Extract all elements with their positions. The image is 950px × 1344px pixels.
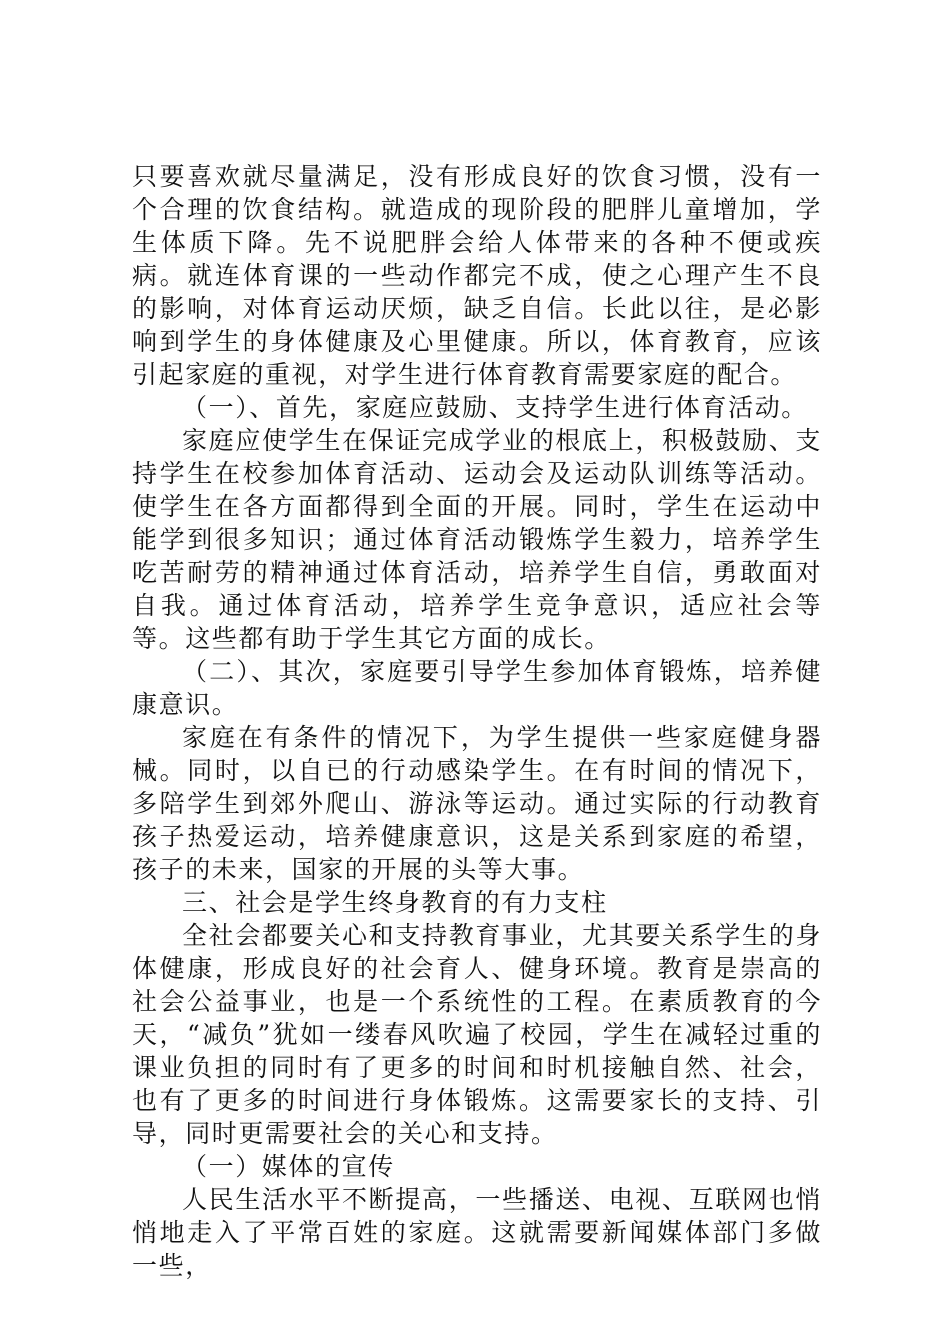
paragraph-family-equipment: 家庭在有条件的情况下，为学生提供一些家庭健身器械。同时，以自已的行动感染学生。在有时间的情况下，多陪学生到郊外爬山、游泳等运动。通过实际的行动教育孩子热爱运动，培养健康意识，这是关系到家庭的希望，孩子的未来，国家的开展的头等大事。 [132, 723, 822, 884]
subheading-guide-exercise: （二）、其次，家庭要引导学生参加体育锻炼，培养健康意识。 [132, 657, 822, 719]
subheading-encourage-sports: （一）、首先，家庭应鼓励、支持学生进行体育活动。 [182, 393, 808, 422]
paragraph-continuation: 只要喜欢就尽量满足，没有形成良好的饮食习惯，没有一个合理的饮食结构。就造成的现阶段的肥胖儿童增加，学生体质下降。先不说肥胖会给人体带来的各种不便或疾病。就连体育课的一些动作都完不成，使之心理产生不良的影响，对体育运动厌烦，缺乏自信。长此以往，是必影响到学生的身体健康及心里健康。所以，体育教育，应该引起家庭的重视，对学生进行体育教育需要家庭的配合。 [132, 162, 822, 389]
document-body [132, 160, 822, 1282]
subheading-media: （一）媒体的宣传 [182, 1152, 395, 1181]
paragraph-society-support: 全社会都要关心和支持教育事业，尤其要关系学生的身体健康，形成良好的社会育人、健身环境。教育是崇高的社会公益事业，也是一个系统性的工程。在素质教育的今天，“减负”犹如一缕春风吹遍了校园，学生在减轻过重的课业负担的同时有了更多的时间和时机接触自然、社会，也有了更多的时间进行身体锻炼。这需要家长的支持、引导，同时更需要社会的关心和支持。 [132, 921, 822, 1148]
section-heading-society: 三、社会是学生终身教育的有力支柱 [182, 888, 608, 917]
paragraph-family-support: 家庭应使学生在保证完成学业的根底上，积极鼓励、支持学生在校参加体育活动、运动会及运动队训练等活动。使学生在各方面都得到全面的开展。同时，学生在运动中能学到很多知识；通过体育活动锻炼学生毅力，培养学生吃苦耐劳的精神通过体育活动，培养学生自信，勇敢面对自我。通过体育活动，培养学生竞争意识，适应社会等等。这些都有助于学生其它方面的成长。 [132, 426, 822, 653]
paragraph-media: 人民生活水平不断提高，一些播送、电视、互联网也悄悄地走入了平常百姓的家庭。这就需要新闻媒体部门多做一些， [132, 1185, 822, 1280]
